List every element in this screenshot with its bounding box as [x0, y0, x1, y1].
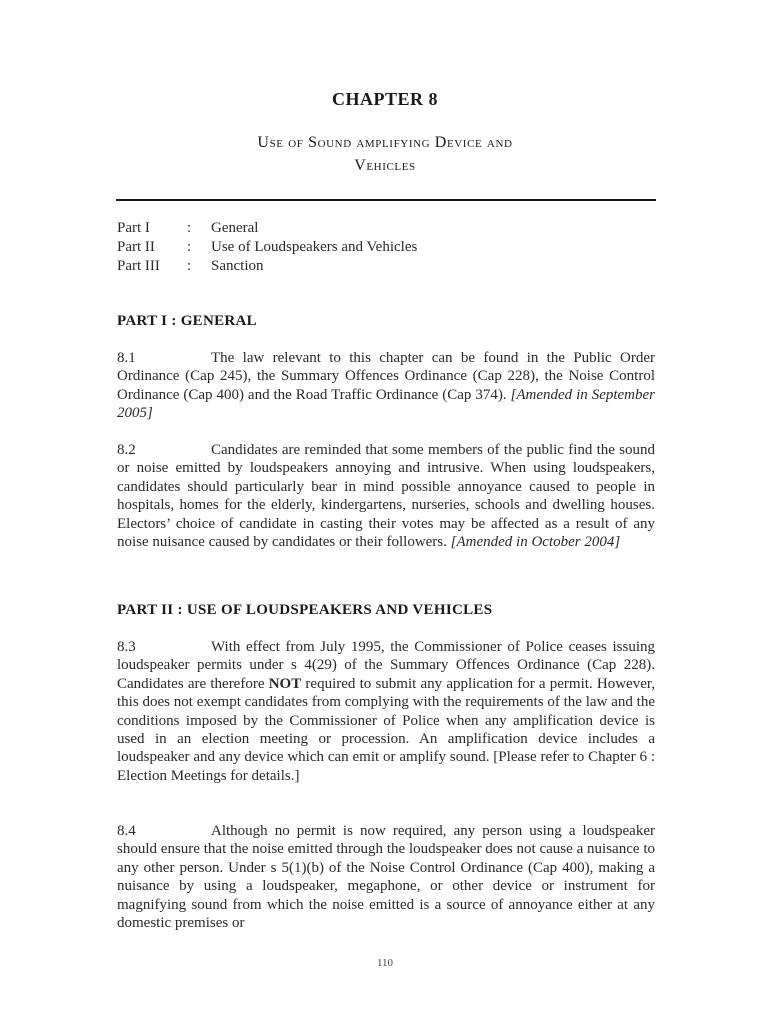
paragraph-number: 8.3: [117, 639, 136, 655]
paragraph-number: 8.2: [117, 442, 136, 458]
toc-separator: :: [187, 220, 192, 236]
paragraph-text: required to submit any application for a permit. However, this does not exempt candidates from complying with the requirements of the law and the conditions imposed by the Commissioner of Police when any amplification device is used in an election meeting or procession. An amplification device includes a loudspeaker and any device which can emit or amplify sound. [Please refer to Chapter 6 : Election Meetings for details.]: [117, 675, 655, 784]
toc-row: [117, 258, 617, 277]
toc-part: Part III: [117, 258, 160, 274]
paragraph-8-2: [117, 441, 655, 551]
toc-part: Part II: [117, 239, 155, 255]
chapter-number: CHAPTER 8: [331, 89, 438, 109]
page-number: 110: [376, 957, 394, 969]
toc-separator: :: [187, 258, 192, 274]
part1-heading: PART I : GENERAL: [117, 313, 257, 329]
emphasis-not: NOT: [268, 675, 302, 692]
part2-heading: PART II : USE OF LOUDSPEAKERS AND VEHICLES: [117, 602, 493, 618]
toc-title: Sanction: [211, 258, 264, 274]
paragraph-8-4: [117, 822, 655, 932]
toc-separator: :: [187, 239, 192, 255]
paragraph-text: The law relevant to this chapter can be found in the Public Order Ordinance (Cap 245), the Summary Offences Ordinance (Cap 228), the Noise Control Ordinance (Cap 400) and the Road Traffic Ordinance (Cap 374).: [117, 350, 655, 403]
toc-row: [117, 239, 617, 258]
toc-row: [117, 220, 617, 239]
chapter-title-line2: Vehicles: [354, 157, 416, 174]
table-of-contents: [117, 220, 617, 277]
amendment-note: [Amended in September 2005]: [117, 386, 656, 422]
paragraph-text: Candidates are reminded that some members of the public find the sound or noise emitted by loudspeakers annoying and intrusive. When using loudspeakers, candidates should particularly bear in mind possible annoyance caused to people in hospitals, homes for the elderly, kindergartens, nurseries, schools and dwelling houses. Electors’ choice of candidate in casting their votes may be affected as a result of any noise nuisance caused by candidates or their followers.: [117, 442, 655, 551]
amendment-note: [Amended in October 2004]: [450, 534, 621, 551]
paragraph-8-3: [117, 638, 655, 785]
paragraph-8-1: [117, 349, 655, 423]
chapter-title-line1: Use of Sound amplifying Device and: [257, 134, 513, 151]
paragraph-text: With effect from July 1995, the Commissioner of Police ceases issuing loudspeaker permits under s 4(29) of the Summary Offences Ordinance (Cap 228). Candidates are therefore: [117, 639, 655, 692]
title-divider: [116, 199, 656, 201]
toc-title: General: [211, 220, 259, 236]
paragraph-number: 8.4: [117, 823, 136, 839]
paragraph-number: 8.1: [117, 350, 136, 366]
toc-part: Part I: [117, 220, 150, 236]
paragraph-text: Although no permit is now required, any person using a loudspeaker should ensure that the noise emitted through the loudspeaker does not cause a nuisance to any other person. Under s 5(1)(b) of the Noise Control Ordinance (Cap 400), making a nuisance by using a loudspeaker, megaphone, or other device or instrument for magnifying sound from which the noise emitted is a source of annoyance either at any domestic premises or: [117, 823, 655, 932]
toc-title: Use of Loudspeakers and Vehicles: [211, 239, 418, 255]
